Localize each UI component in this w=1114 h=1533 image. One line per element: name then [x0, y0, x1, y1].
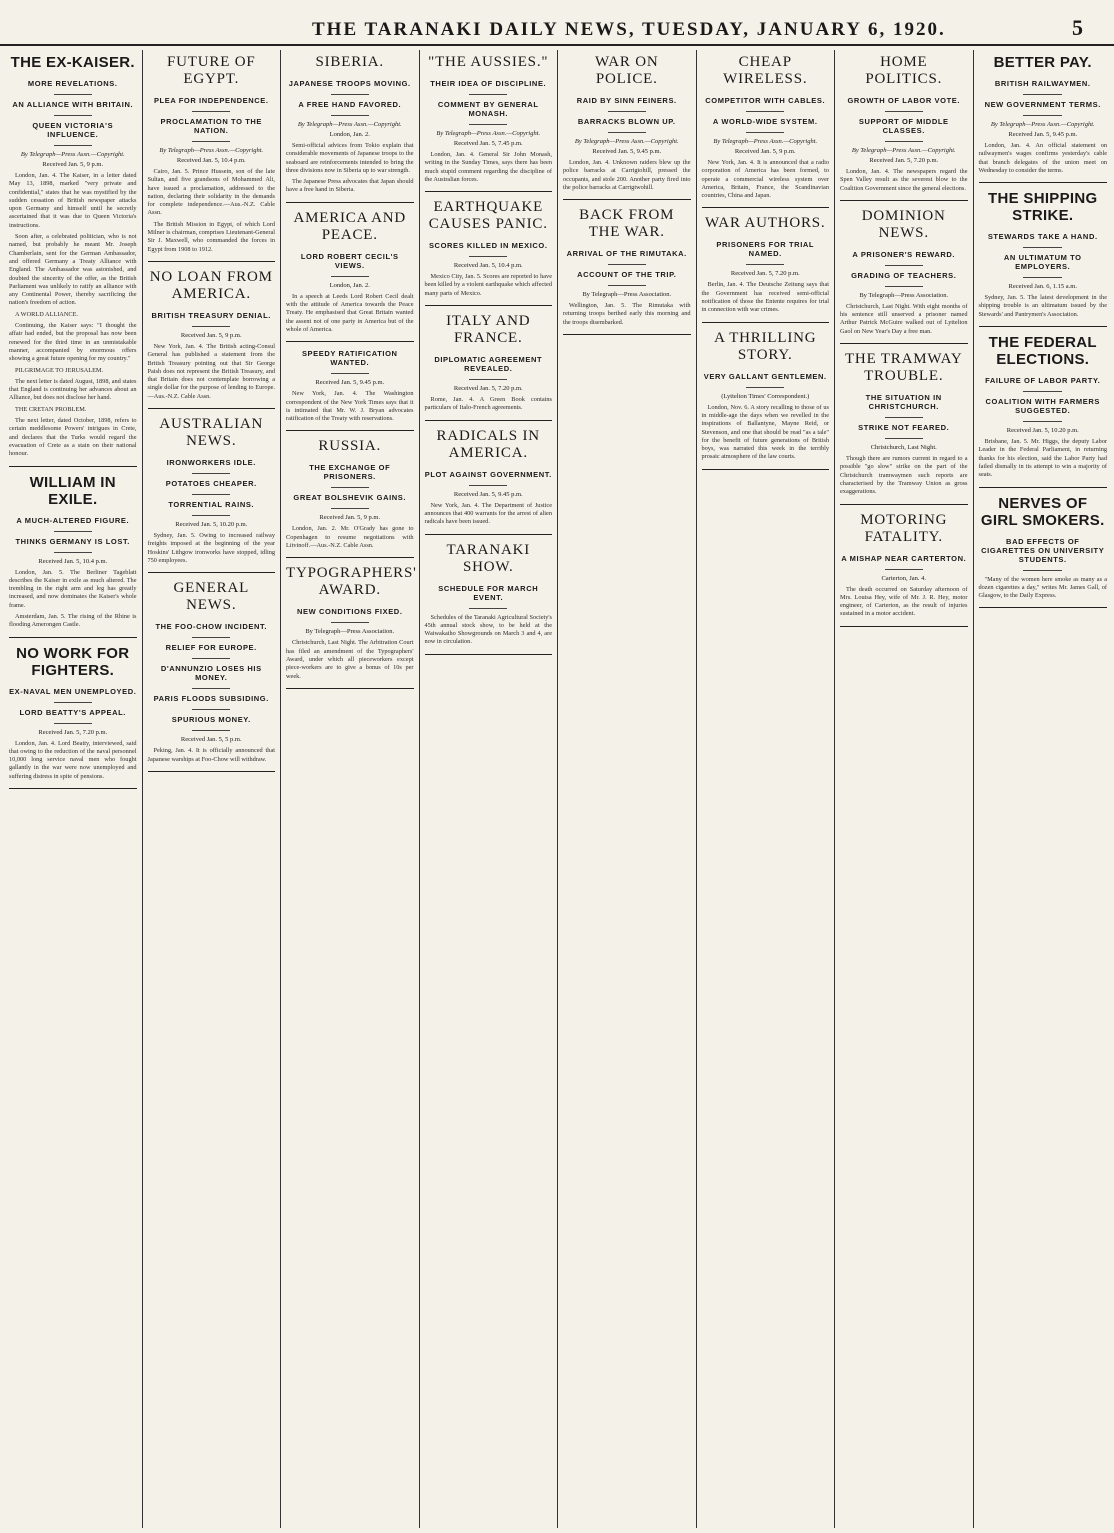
article — [286, 210, 414, 342]
article-headline: TARANAKI SHOW. — [446, 541, 531, 575]
article-received-time: Received Jan. 5, 10.20 p.m. — [1006, 427, 1079, 435]
article-subheading: GRADING OF TEACHERS. — [851, 270, 957, 280]
article-subheading: PROCLAMATION TO THE NATION. — [160, 117, 263, 135]
article-headline: EARTHQUAKE CAUSES PANIC. — [428, 199, 548, 233]
article-separator — [9, 788, 137, 789]
article-headline: NO LOAN FROM AMERICA. — [149, 268, 273, 302]
article — [840, 208, 968, 344]
article-subheading: PRISONERS FOR TRIAL NAMED. — [716, 240, 815, 259]
article-received-time: Received Jan. 5, 9.45 p.m. — [453, 490, 523, 498]
article-paragraph: London, Jan. 2. Mr. O'Grady has gone to Copenhagen to resume negotiations with Litvinoff.—Aus.-N.Z. Cable Assn. — [286, 525, 414, 550]
article-separator — [840, 504, 968, 505]
article-paragraph: The next letter is dated August, 1898, and states that England is continuing her advances about an Alliance, but does not disclose her hand. — [9, 377, 137, 402]
article-received-time: Received Jan. 5, 7.20 p.m. — [730, 270, 800, 278]
article-subheading: A FREE HAND FAVORED. — [298, 100, 402, 109]
article-paragraph: London, Jan. 4. General Sir John Monash, writing in the Sunday Times, says there has been much stupid comment regarding the discipline of the Australian forces. — [424, 151, 552, 183]
divider — [885, 417, 923, 418]
article-subheading: QUEEN VICTORIA'S INFLUENCE. — [32, 121, 114, 139]
article-paragraph: London, Jan. 4. The newspapers regard the Spen Valley result as the severest blow to the Coalition Government since the general elections. — [840, 168, 968, 192]
article — [425, 542, 553, 655]
article-paragraph: Semi-official advices from Tokio explain that considerable movements of Japanese troops to the seaboard are reinforcements intended to bring the three divisions now in Siberia up to war strength. — [286, 142, 414, 174]
article-paragraph: London, Nov. 6. A story recalling to those of us in middle-age the days when we revelled in the inspirations of Ballantyne, Mayne Reid, or Stevenson, and one that should be read "as a tale" for the benefit of future generations of British boys, was narrated this week in the terribly prosaic atmosphere of the law courts. — [701, 403, 829, 461]
divider — [469, 124, 507, 125]
article-separator — [286, 688, 414, 689]
divider — [1023, 94, 1062, 95]
divider — [1023, 570, 1062, 571]
article-received-time: Received Jan. 5, 7.20 p.m. — [38, 728, 108, 736]
divider — [1023, 421, 1062, 422]
article-headline: MOTORING FATALITY. — [860, 511, 948, 545]
article-subheading: BRITISH TREASURY DENIAL. — [151, 310, 271, 320]
article-separator — [563, 199, 691, 200]
article-paragraph: Schedules of the Taranaki Agricultural Society's 45th annual stock show, to be held at the Waiwakaiho Showgrounds on March 3 and 4, are now in circulation. — [424, 613, 552, 646]
article-separator — [148, 261, 276, 262]
article — [9, 474, 137, 638]
article-dateline: By Telegraph—Press Assn.—Copyright. — [713, 138, 818, 145]
divider — [885, 438, 923, 439]
article-subheading: LORD BEATTY'S APPEAL. — [19, 707, 126, 717]
article-subheading: EX-NAVAL MEN UNEMPLOYED. — [9, 686, 137, 696]
divider — [331, 276, 369, 277]
article-paragraph: London, Jan. 4. The Kaiser, in a letter dated May 13, 1898, marked "very private and confidential," states that he was mystified by the sudden cessation of British newspaper attacks upon Germany and himself until he secretly ascertained that it was due to Queen Victoria's instructions. — [9, 172, 137, 229]
article-subheading: A PRISONER'S REWARD. — [852, 249, 956, 259]
article-headline: WILLIAM IN EXILE. — [29, 473, 116, 508]
article-paragraph: Mexico City, Jan. 5. Scores are reported to have been killed by a violent earthquake which affected many parts of Mexico. — [424, 273, 552, 297]
article-subheading: PARIS FLOODS SUBSIDING. — [153, 694, 269, 704]
article-headline: CHEAP WIRELESS. — [723, 54, 808, 87]
article-separator — [425, 534, 553, 535]
article-subheading: SUPPORT OF MIDDLE CLASSES. — [858, 117, 949, 135]
divider — [331, 115, 369, 116]
column-3 — [281, 50, 420, 1528]
article-paragraph: Christchurch, Last Night. The Arbitration Court has filed an amendment of the Typographers' Award, under which all pieceworkers except piece-workers are to give a bonus of 10s per week. — [286, 639, 414, 680]
article-separator — [425, 191, 553, 192]
article-received-time: (Lyttelton Times' Correspondent.) — [721, 392, 810, 400]
article-paragraph: In a speech at Leeds Lord Robert Cecil dealt with the attitude of America towards the Peace Treaty. He emphasised that Great Britain wanted the assent not of one party in America but of the whole of America. — [286, 292, 414, 333]
article-headline: NERVES OF GIRL SMOKERS. — [980, 494, 1105, 529]
divider — [54, 115, 92, 116]
article-paragraph: London, Jan. 4. Lord Beatty, interviewed, said that owing to the reduction of the naval personnel 10,000 long service naval men who fought gallantly in the war were now unemployed and suffering distress in spite of pensions. — [9, 739, 137, 780]
article-paragraph: Though there are rumors current in regard to a possible "go slow" strike on the part of the Christchurch tramwaymen such reports are characterised by the Tramway Union as gross exaggerations. — [840, 455, 968, 496]
divider — [746, 132, 784, 133]
article-separator — [425, 654, 553, 655]
divider — [331, 487, 369, 488]
article-paragraph: London, Jan. 4. Unknown raiders blew up the police barracks at Carrigtohill, pressed the occupants, and stole 200. Another party fired into the police barracks at Carrigtwohill. — [563, 159, 691, 191]
article-separator — [702, 322, 830, 323]
article-subheading: NEW CONDITIONS FIXED. — [296, 607, 403, 617]
divider — [608, 285, 646, 286]
column-1 — [4, 50, 143, 1528]
divider — [192, 637, 230, 638]
article-headline: TYPOGRAPHERS' AWARD. — [286, 565, 417, 599]
article-headline: BETTER PAY. — [993, 54, 1092, 71]
divider — [469, 379, 507, 380]
article-received-time: Received Jan. 5, 9.45 p.m. — [592, 148, 662, 155]
divider — [608, 264, 646, 265]
divider — [54, 702, 92, 703]
article-dateline: By Telegraph—Press Assn.—Copyright. — [436, 130, 541, 137]
article-dateline: By Telegraph—Press Assn.—Copyright. — [574, 138, 679, 145]
divider — [469, 608, 507, 609]
article-paragraph: Brisbane, Jan. 5. Mr. Higgs, the deputy Labor Leader in the Federal Parliament, in returning thanks for his election, said the Labor Party had failed dismally in its attempt to win a majority of seats. — [978, 438, 1107, 479]
article-paragraph: New York, Jan. 4. The Washington correspondent of the New York Times says that it is intimated that Mr. W. J. Bryan advocates ratification of the Treaty with reservations. — [286, 390, 414, 423]
article-paragraph: "Many of the women here smoke as many as a dozen cigarettes a day," writes Mr. James Gall, of Glasgow, to the Daily Express. — [978, 575, 1107, 600]
article-subheading: JAPANESE TROOPS MOVING. — [288, 79, 411, 88]
article-paragraph: London, Jan. 5. The Berliner Tageblatt describes the Kaiser in exile as much altered. The trembling in the right arm and leg has greatly increased, and now dominates the Kaiser's whole frame. — [9, 568, 137, 609]
divider — [469, 485, 507, 486]
divider — [1023, 247, 1062, 248]
article-separator — [840, 343, 968, 344]
article-separator — [840, 200, 968, 201]
masthead — [0, 0, 1114, 46]
article-headline: FUTURE OF EGYPT. — [167, 54, 256, 87]
page-number: 5 — [1072, 15, 1083, 40]
article-subheading: BARRACKS BLOWN UP. — [577, 117, 676, 126]
article — [702, 215, 830, 322]
article-headline: THE SHIPPING STRIKE. — [988, 190, 1098, 225]
article-received-time: Received Jan. 5, 9 p.m. — [734, 148, 796, 155]
article-dateline: By Telegraph—Press Assn.—Copyright. — [851, 147, 956, 154]
article-subheading: RELIEF FOR EUROPE. — [165, 643, 257, 653]
article — [425, 428, 553, 535]
divider — [746, 111, 784, 112]
divider — [885, 111, 923, 112]
newspaper-title: THE TARANAKI DAILY NEWS, TUESDAY, JANUARY 6, 1920. — [312, 19, 946, 40]
article-subheading: A MISHAP NEAR CARTERTON. — [841, 553, 967, 563]
article-dateline: By Telegraph—Press Assn.—Copyright. — [990, 121, 1095, 128]
divider — [608, 111, 646, 112]
article-paragraph: Sydney, Jan. 5. Owing to increased railway freights imposed at the beginning of the year Hoskins' Lithgow ironworks have stopped, idling 750 employees. — [147, 532, 275, 564]
article-paragraph: THE CRETAN PROBLEM. — [15, 405, 87, 413]
article — [979, 190, 1108, 327]
article-paragraph: Berlin, Jan. 4. The Deutsche Zeitung says that the Government has received semi-official notification of those the Entente requires for trial in connection with war crimes. — [701, 281, 829, 314]
article-subheading: STEWARDS TAKE A HAND. — [987, 232, 1098, 242]
article-subheading: COMPETITOR WITH CABLES. — [705, 96, 826, 105]
article-headline: ITALY AND FRANCE. — [446, 313, 531, 347]
article-subheading: THE SITUATION IN CHRISTCHURCH. — [865, 393, 942, 412]
article-received-time: Received Jan. 5, 7.20 p.m. — [453, 385, 523, 393]
article-paragraph: Soon after, a celebrated politician, who is not named, but probably he meant Mr. Joseph Chamberlain, sent for the German Ambassador, and offered Germany a Treaty Alliance with England. The Ambassador was astonished, and doubted the sincerity of the offer, as the British Parliament was unlikely to ratify an alliance with any Continental Power, thereby sacrificing the nation's freedom of action. — [9, 233, 137, 307]
article-headline: HOME POLITICS. — [865, 54, 943, 87]
divider — [608, 132, 646, 133]
article-paragraph: The British Mission in Egypt, of which Lord Milner is chairman, comprises Lieutenant-General Sir J. Maxwell, who commanded the forces in Egypt from 1908 to 1912. — [147, 220, 275, 253]
article-subheading: PLEA FOR INDEPENDENCE. — [153, 96, 269, 105]
article-received-time: Received Jan. 5, 9 p.m. — [180, 331, 242, 339]
article-subheading: GREAT BOLSHEVIK GAINS. — [293, 493, 407, 503]
article — [702, 330, 830, 470]
article-headline: SIBERIA. — [315, 54, 384, 70]
article-subheading: RAID BY SINN FEINERS. — [576, 96, 677, 105]
article-separator — [979, 326, 1108, 327]
article — [148, 416, 276, 573]
article-subheading: GROWTH OF LABOR VOTE. — [847, 96, 961, 105]
article-headline: "THE AUSSIES." — [428, 54, 549, 70]
article-headline: AMERICA AND PEACE. — [293, 209, 407, 243]
article-received-time: Received Jan. 5, 10.4 p.m. — [176, 157, 246, 164]
divider — [331, 622, 369, 623]
article — [979, 334, 1108, 487]
article-subheading: A WORLD-WIDE SYSTEM. — [712, 117, 818, 126]
article-separator — [425, 305, 553, 306]
article-paragraph: Peking, Jan. 4. It is officially announced that Japanese warships at Foo-Chow will withdraw. — [147, 747, 275, 763]
article — [9, 54, 137, 467]
divider — [192, 141, 230, 142]
divider — [746, 264, 784, 265]
article-paragraph: New York, Jan. 4. The Department of Justice announces that 400 warrants for the arrest of alien radicals have been issued. — [424, 501, 552, 526]
divider — [885, 286, 923, 287]
article-received-time: Received Jan. 5, 10.4 p.m. — [453, 262, 523, 270]
article-separator — [702, 207, 830, 208]
divider — [746, 387, 784, 388]
article-paragraph: Amsterdam, Jan. 5. The rising of the Rhine is flooding Amerongen Castle. — [9, 612, 137, 629]
article-received-time: London, Jan. 2. — [329, 281, 370, 289]
article-separator — [979, 487, 1108, 488]
article-headline: WAR ON POLICE. — [594, 54, 659, 87]
article-separator — [286, 557, 414, 558]
divider — [192, 688, 230, 689]
article-subheading: THE FOO-CHOW INCIDENT. — [155, 622, 268, 632]
article-subheading: SPEEDY RATIFICATION WANTED. — [301, 349, 398, 368]
divider — [192, 111, 230, 112]
article-headline: THE EX-KAISER. — [10, 54, 135, 71]
article-subheading: D'ANNUNZIO LOSES HIS MONEY. — [160, 664, 262, 683]
article-received-time: Received Jan. 5, 9 p.m. — [42, 161, 104, 168]
article-subheading: PLOT AGAINST GOVERNMENT. — [424, 469, 552, 479]
article-subheading: AN ALLIANCE WITH BRITAIN. — [12, 100, 134, 109]
article-subheading: AN ULTIMATUM TO EMPLOYERS. — [1003, 253, 1082, 272]
article-received-time: Received Jan. 5, 10.4 p.m. — [38, 557, 108, 565]
article-paragraph: Cairo, Jan. 5. Prince Hussein, son of the late Sultan, and five grandsons of Mohammed Ali, have issued a proclamation, addressed to the nation, declaring their solidarity in the demands for complete independence.—Aus.-N.Z. Cable Assn. — [147, 168, 275, 217]
article — [840, 351, 968, 504]
article-subheading: MORE REVELATIONS. — [27, 79, 118, 88]
article-separator — [979, 607, 1108, 608]
article-headline: A THRILLING STORY. — [714, 329, 817, 363]
article-separator — [9, 637, 137, 638]
column-6 — [697, 50, 836, 1528]
article — [425, 54, 553, 192]
divider — [192, 730, 230, 731]
article-separator — [979, 182, 1108, 183]
divider — [192, 473, 230, 474]
article-separator — [840, 626, 968, 627]
article-subheading: A MUCH-ALTERED FIGURE. — [16, 515, 130, 525]
divider — [192, 326, 230, 327]
article-paragraph: London, Jan. 4. An official statement on railwaymen's wages confirms yesterday's cable that branch delegates of the union meet on Wednesday to consider the terms. — [978, 142, 1107, 174]
article-dateline: By Telegraph—Press Assn.—Copyright. — [159, 147, 264, 154]
article-headline: RADICALS IN AMERICA. — [436, 427, 540, 461]
article-subheading: DIPLOMATIC AGREEMENT REVEALED. — [434, 355, 543, 374]
article-subheading: IRONWORKERS IDLE. — [166, 458, 256, 468]
article-received-time: Received Jan. 5, 9.45 p.m. — [1008, 131, 1078, 138]
article — [425, 199, 553, 306]
article — [286, 349, 414, 431]
article-subheading: STRIKE NOT FEARED. — [858, 423, 950, 433]
article-received-time: Carterton, Jan. 4. — [881, 574, 927, 582]
article-paragraph: New York, Jan. 4. It is announced that a radio corporation of America has been formed, to operate a commercial wireless system over America, Britain, France, the Scandinavian countries, China and Japan. — [701, 159, 829, 200]
article-paragraph: Wellington, Jan. 5. The Rimutaka with returning troops berthed early this morning and the troops disembarked. — [563, 302, 691, 326]
article-subheading: BRITISH RAILWAYMEN. — [994, 79, 1091, 88]
article — [840, 512, 968, 627]
divider — [331, 373, 369, 374]
article — [563, 54, 691, 200]
divider — [54, 145, 92, 146]
article-received-time: Received Jan. 5, 7.45 p.m. — [453, 140, 523, 147]
article-paragraph: Rome, Jan. 4. A Green Book contains particulars of Italo-French agreements. — [424, 396, 552, 412]
article-received-time: Received Jan. 5, 9 p.m. — [319, 514, 381, 522]
article-subheading: POTATOES CHEAPER. — [165, 479, 257, 489]
divider — [1023, 391, 1062, 392]
article — [9, 645, 137, 789]
article — [702, 54, 830, 208]
divider — [192, 515, 230, 516]
article-headline: NO WORK FOR FIGHTERS. — [16, 644, 130, 679]
article-separator — [9, 466, 137, 467]
article-received-time: By Telegraph—Press Association. — [582, 291, 672, 299]
divider — [1023, 277, 1062, 278]
article — [979, 495, 1108, 609]
article-separator — [148, 771, 276, 772]
divider — [331, 94, 369, 95]
article-subheading: SCORES KILLED IN MEXICO. — [428, 241, 548, 251]
article-separator — [286, 202, 414, 203]
divider — [885, 141, 923, 142]
article-paragraph: The Japanese Press advocates that Japan should have a free hand in Siberia. — [286, 178, 414, 194]
article-headline: AUSTRALIAN NEWS. — [159, 416, 264, 450]
article — [840, 54, 968, 201]
article-subheading: COALITION WITH FARMERS SUGGESTED. — [985, 397, 1100, 416]
divider — [54, 531, 92, 532]
divider — [192, 658, 230, 659]
article — [286, 438, 414, 558]
divider — [885, 265, 923, 266]
article-subheading: THINKS GERMANY IS LOST. — [15, 536, 130, 546]
article — [148, 269, 276, 409]
article-paragraph: The next letter, dated October, 1898, refers to certain meddlesome Powers' intrigues in Crete, and declares that the Turks would regard the evacuation of Crete as a stain on their national honour. — [9, 417, 137, 458]
article — [148, 580, 276, 772]
article — [148, 54, 276, 262]
newspaper-columns — [4, 50, 1112, 1528]
article-subheading: FAILURE OF LABOR PARTY. — [985, 376, 1101, 386]
column-7 — [835, 50, 974, 1528]
article-paragraph: Christchurch, Last Night. With eight months of his sentence still unserved a prisoner named Arthur Patrick McGuire walked out of Lyttelton Gaol on New Year's Day a free man. — [840, 302, 968, 335]
article-subheading: LORD ROBERT CECIL'S VIEWS. — [300, 251, 399, 270]
column-5 — [558, 50, 697, 1528]
article-subheading: SCHEDULE FOR MARCH EVENT. — [438, 583, 539, 602]
divider — [885, 569, 923, 570]
column-2 — [143, 50, 282, 1528]
article-separator — [148, 572, 276, 573]
article-separator — [425, 420, 553, 421]
article-subheading: ACCOUNT OF THE TRIP. — [577, 270, 677, 280]
article-received-time: Christchurch, Last Night. — [870, 444, 937, 452]
article-subheading: THEIR IDEA OF DISCIPLINE. — [430, 79, 547, 88]
article-received-time: Received Jan. 5, 5 p.m. — [180, 736, 242, 744]
article-headline: THE FEDERAL ELECTIONS. — [988, 334, 1097, 369]
article — [286, 54, 414, 203]
article-subheading: COMMENT BY GENERAL MONASH. — [437, 100, 539, 118]
article-dateline: By Telegraph—Press Assn.—Copyright. — [297, 121, 402, 128]
article-subheading: THE EXCHANGE OF PRISONERS. — [309, 463, 391, 482]
article-subheading: SPURIOUS MONEY. — [171, 715, 251, 725]
article-separator — [563, 334, 691, 335]
divider — [192, 709, 230, 710]
article-headline: GENERAL NEWS. — [173, 580, 250, 614]
article-subheading: BAD EFFECTS OF CIGARETTES ON UNIVERSITY STUDENTS. — [981, 536, 1105, 564]
article-headline: DOMINION NEWS. — [861, 207, 946, 241]
article-received-time: Received Jan. 6, 1.15 a.m. — [1008, 283, 1077, 291]
article-received-time: Received Jan. 5, 10.20 p.m. — [175, 521, 248, 529]
article-paragraph: Continuing, the Kaiser says: "I thought the affair had ended, but the proposal has now been renewed for the third time in an unmistakable manner, accompanied by enormous offers showing a great future opening for my country." — [9, 322, 137, 363]
article-subheading: VERY GALLANT GENTLEMEN. — [703, 371, 827, 381]
article-paragraph: PILGRIMAGE TO JERUSALEM. — [15, 366, 104, 374]
divider — [469, 256, 507, 257]
article-headline: RUSSIA. — [318, 438, 382, 455]
article-received-time: By Telegraph—Press Association. — [305, 628, 395, 636]
article-separator — [286, 430, 414, 431]
divider — [1023, 115, 1062, 116]
article-dateline: By Telegraph—Press Assn.—Copyright. — [20, 151, 125, 158]
column-4 — [420, 50, 559, 1528]
article — [563, 207, 691, 335]
article-subheading: TORRENTIAL RAINS. — [168, 500, 255, 510]
article-headline: WAR AUTHORS. — [705, 215, 826, 232]
divider — [54, 94, 92, 95]
divider — [192, 494, 230, 495]
article-subheading: NEW GOVERNMENT TERMS. — [984, 100, 1101, 109]
article-received-time: By Telegraph—Press Association. — [859, 291, 949, 299]
article — [979, 54, 1108, 183]
article-received-time: Received Jan. 5, 9.45 p.m. — [315, 379, 385, 387]
divider — [331, 508, 369, 509]
article-paragraph: Sydney, Jan. 5. The latest development in the shipping trouble is an ultimatum issued by the Stewards' and Pantrymen's Association. — [978, 294, 1107, 318]
article-separator — [286, 341, 414, 342]
column-8 — [974, 50, 1113, 1528]
divider — [54, 723, 92, 724]
article — [286, 565, 417, 688]
article — [425, 313, 553, 421]
article-received-time: Received Jan. 5, 7.20 p.m. — [869, 157, 939, 164]
article-received-time: London, Jan. 2. — [329, 131, 370, 138]
article-separator — [702, 469, 830, 470]
article-paragraph: New York, Jan. 4. The British acting-Consul General has published a statement from the British Treasury pointing out that Sir George Paish does not represent the British Treasury, and that Britain does not contemplate borrowing a single dollar for the purpose of lending to Europe.—Aus.-N.Z. Cable Assn. — [147, 342, 275, 400]
article-headline: THE TRAMWAY TROUBLE. — [844, 351, 963, 385]
divider — [54, 552, 92, 553]
article-paragraph: The death occurred on Saturday afternoon of Mrs. Louisa Hey, wife of Mr. J. R. Hey, motor engineer, of Carterton, as the result of injuries sustained in a motor accident. — [840, 585, 968, 618]
divider — [469, 94, 507, 95]
article-paragraph: A WORLD ALLIANCE. — [15, 310, 79, 318]
article-subheading: ARRIVAL OF THE RIMUTAKA. — [566, 249, 687, 259]
article-headline: BACK FROM THE WAR. — [579, 207, 675, 241]
article-separator — [148, 408, 276, 409]
